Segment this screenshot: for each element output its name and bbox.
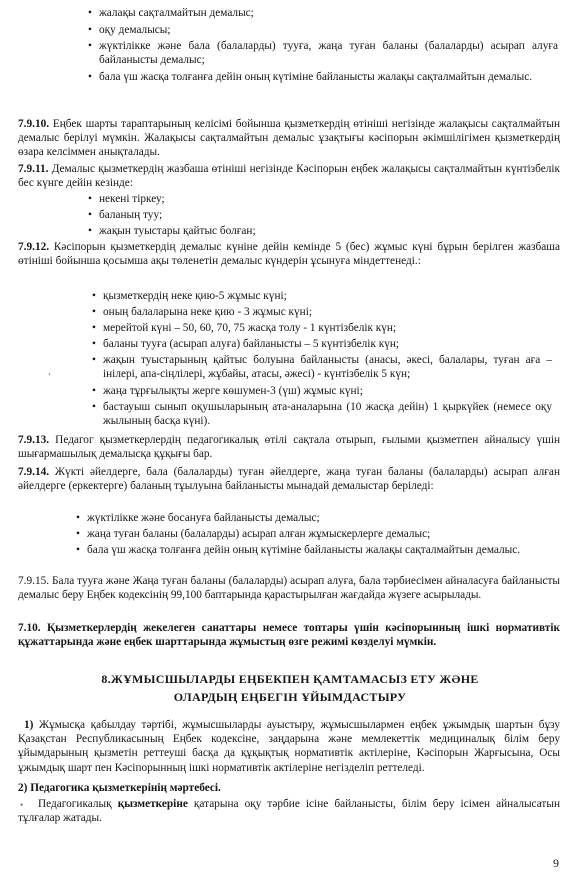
list-item-text: мерейтой күні – 50, 60, 70, 75 жасқа толу - 1 күнтізбелік күн;	[103, 322, 397, 334]
list-item	[92, 384, 562, 398]
clause-number: 7.9.10.	[18, 118, 50, 130]
paragraph-text: Педагогикалық	[38, 798, 118, 810]
paragraph-text: қатарына оқу тәрбие ісіне байланысты, білім беру ісімен айналысатын тұлғалар жатады.	[18, 798, 561, 825]
list-item-text: бастауыш сынып оқушыларының ата-аналарына (10 жасқа дейін) 1 қыркүйек (немесе оқу жылының басқа күні).	[103, 401, 552, 428]
paragraph-text: Жұмысқа қабылдау тәртібі, жұмысшыларды ауыстыру, жұмысшылармен еңбек ұжымдық шартын бұзу Қазақстан Республикасының Еңбек кодексіне, заңдарына және мемлекеттік медициналық білім беру ұйымдарының қызметін реттеуші басқа да құқықтық нормативтік актілеріне, Кәсіпорын Жарғысына, Осы ұжымдық шарт пен Кәсіпорынның ішкі нормативтік актілеріне негізделіп реттеледі.	[18, 719, 560, 774]
bullet: •	[92, 385, 96, 397]
paragraph-section-8-1	[18, 718, 560, 775]
list-item-text: жаңа тұрғылықты жерге көшумен-3 (үш) жұмыс күні;	[103, 385, 363, 397]
list-item	[92, 400, 552, 428]
list-item-text: бала үш жасқа толғанға дейін оның күтіміне байланысты жалақы сақталмайтын демалыс.	[99, 71, 533, 83]
bullet: •	[88, 24, 92, 36]
scan-mark: •	[20, 800, 24, 810]
paragraph-7-9-12	[18, 240, 560, 268]
list-item-text: жүктілікке және бала (балаларды) тууға, жаңа туған баланы (балаларды) асырап алуға байланысты демалыс;	[99, 40, 558, 67]
list-item	[88, 70, 558, 84]
paragraph-7-9-13	[18, 433, 560, 461]
list-item-text: баланың туу;	[99, 209, 163, 221]
paragraph-text: Педагог қызметкерлердің педагогикалық өтілі сақтала отырып, ғылыми қызметпен айналысу үшін шығармашылық демалысқа құқығы бар.	[18, 434, 560, 461]
bullet: •	[92, 401, 96, 413]
list-item	[92, 321, 562, 335]
section-heading-line-1: 8.ЖҰМЫСШЫЛАРДЫ ЕҢБЕКПЕН ҚАМТАМАСЫЗ ЕТУ ЖӘНЕ	[101, 672, 479, 686]
bullet: •	[76, 512, 80, 524]
paragraph-7-9-11	[18, 162, 560, 190]
bullet: •	[76, 544, 80, 556]
list-item-text: оның балаларына неке қию - 3 жұмыс күні;	[103, 306, 312, 318]
paragraph-text: Демалыс қызметкердің жазбаша өтініші негізінде Кәсіпорын еңбек жалақысы сақталмайтын күнтізбелік бес күнге дейін кезінде:	[18, 163, 560, 190]
paragraph-text: Еңбек шарты тараптарының келісімі бойынша қызметкердің өтініші негізінде жалақысы сақталмайтын демалыс берілуі мүмкін. Жалақысы сақталмайтын демалыс ұзақтығы кәсіпорын әкімшілігімен қызметкердің өзара келсіммен анықталады.	[18, 118, 560, 159]
bullet: •	[88, 71, 92, 83]
list-item	[88, 23, 558, 37]
bold-word: қызметкеріне	[117, 798, 188, 810]
bullet: •	[92, 306, 96, 318]
bullet: •	[92, 354, 96, 366]
list-item	[88, 208, 558, 222]
paragraph-text: Жүкті әйелдерге, бала (балаларды) туған әйелдерге, жаңа туған баланы (балаларды) асырап алған әйелдерге (еркектерге) баланың тұылуына байланысты мынадай демалыстар беріледі:	[18, 466, 560, 493]
list-item	[88, 192, 558, 206]
list-item	[92, 305, 562, 319]
bullet: •	[88, 209, 92, 221]
section-heading-line-2: ОЛАРДЫҢ ЕҢБЕГІН ҰЙЫМДАСТЫРУ	[173, 690, 407, 704]
list-item	[88, 224, 558, 238]
list-item	[88, 6, 558, 20]
list-item-text: жалақы сақталмайтын демалыс;	[99, 7, 254, 19]
list-item-text: жақын туыстарының қайтыс болуына байланысты (анасы, әкесі, балалары, туған аға – інілері, апа-сіңлілері, жұбайы, атасы, әжесі) - күнтізбелік 5 күн;	[103, 354, 552, 381]
list-item-text: баланы тууға (асырап алуға) байланысты – 5 күнтізбелік күн;	[103, 338, 400, 350]
list-item	[92, 353, 552, 381]
list-item-text: жүктілікке және босануға байланысты демалыс;	[87, 512, 320, 524]
paragraph-7-9-10	[18, 117, 560, 160]
paragraph-7-9-15: 7.9.15. Бала тууға және Жаңа туған баланы (балаларды) асырап алуға, бала тәрбиесімен айналасуға байланысты демалыс беру Еңбек кодексінің 99,100 баптарында қарастырылған жағдайда жүзеге асырылады.	[18, 575, 560, 602]
list-item	[76, 511, 546, 525]
item-number: 1)	[24, 719, 34, 731]
bullet: •	[88, 7, 92, 19]
subsection-title: 2) Педагогика қызметкерінің мәртебесі.	[18, 782, 221, 794]
bullet: •	[92, 322, 96, 334]
list-item-text: некені тіркеу;	[99, 193, 165, 205]
paragraph-7-10: 7.10. Қызметкерлердің жекелеген санаттары немесе топтары үшін кәсіпорынның ішкі нормативтік құжаттарында және еңбек шарттарында жұмыстың өзге режимі көзделуі мүмкін.	[18, 622, 560, 649]
list-item	[92, 337, 562, 351]
paragraph-section-8-2	[18, 797, 560, 825]
bullet: •	[88, 225, 92, 237]
paragraph-7-9-14	[18, 465, 560, 493]
bullet: •	[92, 290, 96, 302]
list-item-text: жақын туыстары қайтыс болған;	[99, 225, 256, 237]
list-item	[76, 527, 546, 541]
paragraph-text: Кәсіпорын қызметкердің демалыс күніне дейін кемінде 5 (бес) жұмыс күні бұрын берілген жазбаша өтініші бойынша қосымша ақы төленетін демалыс күндерін ұсынуға міндеттенеді.:	[18, 241, 560, 268]
bullet: •	[88, 40, 92, 52]
clause-number: 7.9.14.	[18, 466, 50, 478]
scan-mark: ʻ	[48, 371, 51, 381]
list-item	[92, 289, 562, 303]
list-item-text: қызметкердің неке қию-5 жұмыс күні;	[103, 290, 287, 302]
clause-number: 7.9.12.	[18, 241, 50, 253]
bullet: •	[92, 338, 96, 350]
clause-number: 7.9.11.	[18, 163, 49, 175]
list-item-text: бала үш жасқа толғанға дейін оның күтіміне байланысты жалақы сақталмайтын демалыс.	[87, 544, 521, 556]
list-item-text: жаңа туған баланы (балаларды) асырап алған жұмыскерлерге демалыс;	[87, 528, 431, 540]
bullet: •	[76, 528, 80, 540]
list-item	[88, 39, 558, 67]
list-item	[76, 543, 546, 557]
bullet: •	[88, 193, 92, 205]
list-item-text: оқу демалысы;	[99, 24, 171, 36]
clause-number: 7.9.13.	[18, 434, 50, 446]
page-number: 9	[553, 856, 559, 870]
